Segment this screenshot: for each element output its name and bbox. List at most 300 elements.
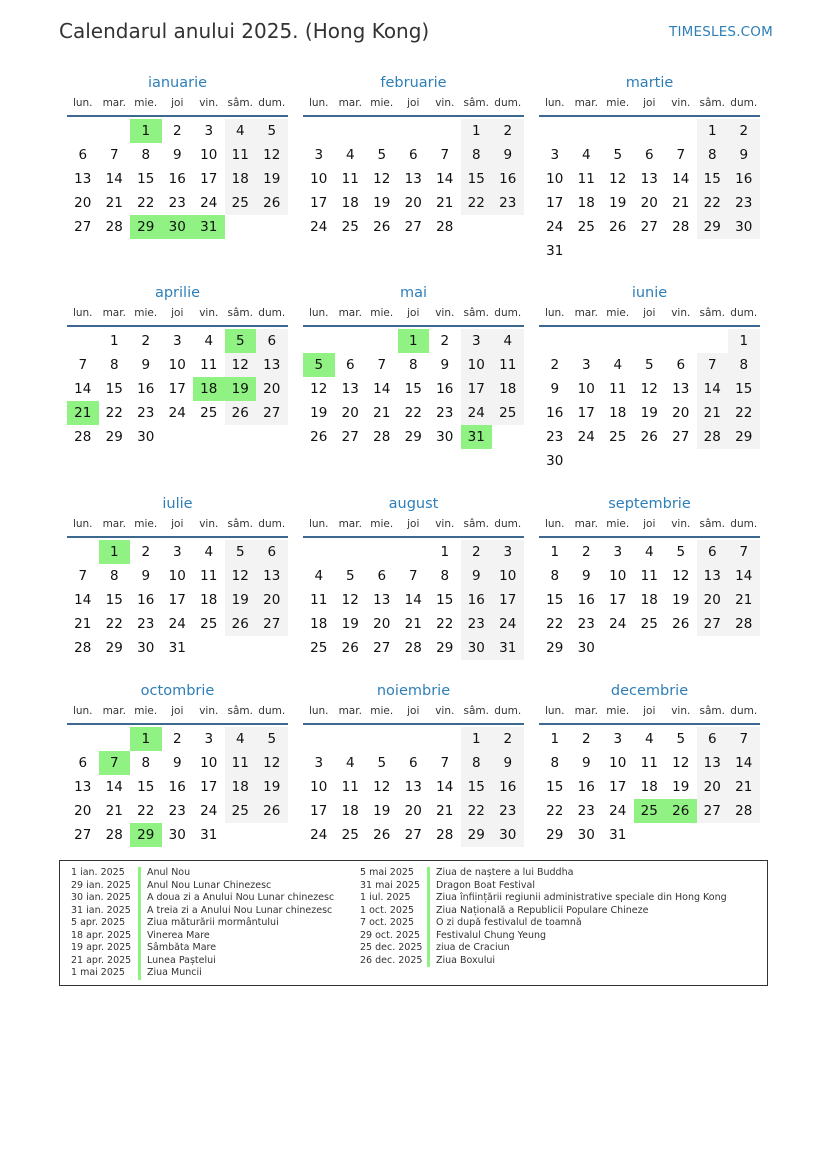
- day-cell: 22: [697, 191, 729, 215]
- month-name: ianuarie: [147, 75, 208, 91]
- legend-holiday-name: A treia zi a Anului Nou Lunar chinezesc: [147, 904, 333, 916]
- day-cell: 16: [546, 405, 564, 421]
- day-cell: 30: [728, 215, 760, 239]
- holiday-day-cell: 31: [461, 425, 493, 449]
- weekday-label: sâm.: [227, 518, 253, 530]
- weekday-label: mar.: [102, 705, 126, 717]
- day-cell: 10: [577, 381, 595, 397]
- day-cell: 22: [546, 803, 564, 819]
- day-cell: 24: [168, 405, 186, 421]
- day-cell: 7: [78, 568, 88, 584]
- day-cell: 10: [310, 779, 328, 795]
- weekday-label: vin.: [671, 705, 691, 717]
- month-noiembrie: [303, 680, 524, 847]
- month-name: februarie: [380, 75, 447, 91]
- holiday-marker: [427, 955, 430, 968]
- day-grid: [67, 119, 288, 239]
- day-cell: 14: [74, 592, 92, 608]
- day-cell: 6: [676, 357, 686, 373]
- weekday-label: sâm.: [463, 307, 489, 319]
- weekday-label: lun.: [544, 518, 565, 530]
- day-cell: 22: [404, 405, 422, 421]
- day-cell: 10: [609, 755, 627, 771]
- holiday-marker: [138, 967, 141, 980]
- day-cell: 11: [200, 357, 218, 373]
- legend-date: 1 oct. 2025: [360, 904, 415, 916]
- day-cell: 24: [577, 429, 595, 445]
- day-cell: 16: [436, 381, 454, 397]
- day-cell: 21: [74, 616, 92, 632]
- day-cell: 20: [404, 195, 422, 211]
- holiday-marker: [427, 892, 430, 905]
- weekday-label: mie.: [134, 307, 158, 319]
- day-cell: 24: [461, 401, 493, 425]
- legend-date: 5 apr. 2025: [71, 917, 126, 928]
- day-cell: 14: [74, 381, 92, 397]
- weekday-label: joi: [407, 518, 420, 530]
- day-cell: 11: [225, 751, 257, 775]
- legend-date: 26 dec. 2025: [360, 954, 423, 966]
- holiday-day-cell: 25: [634, 799, 666, 823]
- day-cell: 30: [577, 827, 595, 843]
- day-grid: [67, 329, 288, 449]
- day-cell: 26: [373, 219, 391, 235]
- weekday-label: mar.: [574, 518, 598, 530]
- weekday-label: dum.: [494, 705, 522, 717]
- weekday-label: dum.: [730, 518, 758, 530]
- day-cell: 5: [676, 544, 686, 560]
- day-cell: 26: [310, 429, 328, 445]
- day-cell: 11: [640, 755, 658, 771]
- legend-item: [349, 880, 727, 893]
- empty-cell: [67, 119, 99, 143]
- legend-holiday-name: O zi după festivalul de toamnă: [436, 917, 582, 928]
- day-cell: 4: [492, 329, 524, 353]
- day-cell: 11: [577, 171, 595, 187]
- weekday-label: vin.: [199, 518, 219, 530]
- weekday-label: sâm.: [227, 307, 253, 319]
- day-cell: 17: [168, 381, 186, 397]
- day-cell: 22: [461, 191, 493, 215]
- day-cell: 11: [310, 592, 328, 608]
- month-name: august: [388, 496, 439, 512]
- empty-cell: [335, 119, 367, 143]
- legend-item: [60, 880, 334, 893]
- day-cell: 29: [436, 640, 454, 656]
- weekday-label: mie.: [606, 705, 630, 717]
- day-cell: 17: [461, 377, 493, 401]
- day-cell: 27: [256, 401, 288, 425]
- day-cell: 3: [204, 123, 214, 139]
- day-cell: 7: [408, 568, 418, 584]
- weekday-label: mar.: [574, 705, 598, 717]
- holiday-marker: [427, 917, 430, 930]
- day-cell: 30: [577, 640, 595, 656]
- weekday-label: joi: [171, 97, 184, 109]
- weekday-label: lun.: [72, 518, 93, 530]
- day-cell: 23: [492, 799, 524, 823]
- weekday-label: mar.: [338, 97, 362, 109]
- day-cell: 12: [640, 381, 658, 397]
- day-cell: 18: [341, 803, 359, 819]
- day-cell: 29: [461, 823, 493, 847]
- empty-cell: [99, 727, 131, 751]
- day-cell: 22: [105, 616, 123, 632]
- legend-date: 1 iul. 2025: [360, 892, 411, 903]
- day-cell: 19: [310, 405, 328, 421]
- weekday-label: sâm.: [699, 518, 725, 530]
- day-cell: 3: [172, 544, 182, 560]
- legend-holiday-name: Ziua înființării regiunii administrative speciale din Hong Kong: [436, 892, 727, 903]
- day-cell: 13: [672, 381, 690, 397]
- weekday-label: dum.: [258, 307, 286, 319]
- day-cell: 29: [546, 640, 564, 656]
- legend-item: [60, 917, 334, 930]
- holiday-day-cell: 5: [225, 329, 257, 353]
- day-cell: 27: [640, 219, 658, 235]
- day-cell: 30: [137, 429, 155, 445]
- day-cell: 26: [609, 219, 627, 235]
- day-cell: 19: [609, 195, 627, 211]
- empty-cell: [398, 119, 430, 143]
- legend-holiday-name: Lunea Paștelui: [147, 954, 216, 966]
- day-cell: 2: [440, 333, 450, 349]
- weekday-label: mar.: [338, 705, 362, 717]
- day-cell: 10: [168, 357, 186, 373]
- day-cell: 13: [256, 353, 288, 377]
- day-cell: 16: [168, 171, 186, 187]
- day-cell: 14: [697, 377, 729, 401]
- empty-cell: [335, 540, 367, 564]
- day-cell: 16: [577, 779, 595, 795]
- weekday-label: mar.: [338, 518, 362, 530]
- day-cell: 19: [256, 775, 288, 799]
- day-cell: 18: [577, 195, 595, 211]
- day-cell: 13: [404, 171, 422, 187]
- holiday-marker: [427, 942, 430, 955]
- month-name: noiembrie: [376, 683, 451, 699]
- day-cell: 14: [404, 592, 422, 608]
- holiday-legend: [59, 860, 768, 986]
- day-cell: 1: [728, 329, 760, 353]
- day-cell: 25: [609, 429, 627, 445]
- day-cell: 12: [609, 171, 627, 187]
- weekday-label: lun.: [308, 705, 329, 717]
- day-cell: 1: [109, 333, 119, 349]
- day-cell: 23: [546, 429, 564, 445]
- weekday-label: sâm.: [463, 705, 489, 717]
- weekday-label: lun.: [72, 705, 93, 717]
- weekday-header: [539, 95, 760, 117]
- day-cell: 24: [546, 219, 564, 235]
- day-cell: 4: [644, 731, 654, 747]
- day-cell: 23: [168, 803, 186, 819]
- day-cell: 15: [105, 381, 123, 397]
- day-cell: 16: [137, 592, 155, 608]
- holiday-marker: [138, 892, 141, 905]
- weekday-label: dum.: [258, 97, 286, 109]
- weekday-label: lun.: [308, 97, 329, 109]
- weekday-label: mar.: [102, 97, 126, 109]
- day-cell: 23: [436, 405, 454, 421]
- weekday-label: sâm.: [463, 518, 489, 530]
- day-cell: 4: [581, 147, 591, 163]
- day-cell: 1: [461, 119, 493, 143]
- day-cell: 27: [341, 429, 359, 445]
- day-cell: 28: [74, 429, 92, 445]
- day-cell: 28: [672, 219, 690, 235]
- day-cell: 24: [310, 827, 328, 843]
- day-cell: 20: [697, 588, 729, 612]
- day-cell: 10: [310, 171, 328, 187]
- month-name: octombrie: [140, 683, 215, 699]
- day-cell: 11: [341, 171, 359, 187]
- legend-item: [349, 892, 727, 905]
- day-cell: 6: [697, 727, 729, 751]
- day-cell: 23: [577, 803, 595, 819]
- day-cell: 21: [404, 616, 422, 632]
- legend-item: [349, 905, 727, 918]
- day-cell: 26: [256, 799, 288, 823]
- day-cell: 8: [461, 751, 493, 775]
- day-cell: 30: [436, 429, 454, 445]
- empty-cell: [429, 119, 461, 143]
- holiday-day-cell: 19: [225, 377, 257, 401]
- day-cell: 29: [697, 215, 729, 239]
- holiday-marker: [427, 880, 430, 893]
- day-cell: 15: [137, 171, 155, 187]
- day-grid: [303, 119, 524, 239]
- day-cell: 29: [404, 429, 422, 445]
- day-cell: 2: [172, 731, 182, 747]
- day-cell: 26: [640, 429, 658, 445]
- legend-holiday-name: Ziua Boxului: [436, 954, 495, 966]
- day-cell: 18: [225, 775, 257, 799]
- month-februarie: [303, 72, 524, 239]
- weekday-label: mie.: [606, 307, 630, 319]
- day-cell: 5: [676, 731, 686, 747]
- day-cell: 11: [225, 143, 257, 167]
- legend-column-right: [349, 867, 727, 967]
- day-cell: 28: [404, 640, 422, 656]
- day-cell: 11: [200, 568, 218, 584]
- day-cell: 5: [225, 540, 257, 564]
- day-cell: 26: [341, 640, 359, 656]
- month-octombrie: [67, 680, 288, 847]
- day-cell: 12: [341, 592, 359, 608]
- day-cell: 6: [345, 357, 355, 373]
- day-cell: 29: [105, 640, 123, 656]
- day-cell: 28: [436, 827, 454, 843]
- weekday-label: mar.: [102, 518, 126, 530]
- month-name: decembrie: [610, 683, 689, 699]
- day-cell: 14: [436, 171, 454, 187]
- day-cell: 4: [225, 119, 257, 143]
- day-cell: 8: [109, 568, 119, 584]
- day-cell: 4: [314, 568, 324, 584]
- day-cell: 21: [436, 195, 454, 211]
- day-cell: 29: [728, 425, 760, 449]
- holiday-day-cell: 1: [130, 727, 162, 751]
- day-cell: 28: [728, 612, 760, 636]
- holiday-day-cell: 1: [398, 329, 430, 353]
- empty-cell: [429, 727, 461, 751]
- day-cell: 3: [314, 147, 324, 163]
- day-cell: 23: [728, 191, 760, 215]
- day-cell: 26: [256, 191, 288, 215]
- legend-date: 21 apr. 2025: [71, 954, 132, 966]
- day-cell: 19: [256, 167, 288, 191]
- legend-holiday-name: Anul Nou Lunar Chinezesc: [147, 879, 272, 891]
- empty-cell: [67, 727, 99, 751]
- holiday-day-cell: 1: [130, 119, 162, 143]
- day-cell: 18: [200, 592, 218, 608]
- day-cell: 8: [550, 755, 560, 771]
- day-cell: 17: [200, 779, 218, 795]
- legend-holiday-name: Sâmbăta Mare: [147, 942, 217, 953]
- empty-cell: [67, 540, 99, 564]
- day-cell: 13: [697, 751, 729, 775]
- day-cell: 25: [200, 405, 218, 421]
- empty-cell: [366, 329, 398, 353]
- day-cell: 17: [577, 405, 595, 421]
- day-cell: 9: [141, 357, 151, 373]
- day-cell: 22: [461, 799, 493, 823]
- empty-cell: [303, 329, 335, 353]
- day-cell: 9: [172, 147, 182, 163]
- day-cell: 22: [137, 803, 155, 819]
- weekday-label: mie.: [606, 97, 630, 109]
- day-cell: 8: [461, 143, 493, 167]
- day-cell: 15: [461, 167, 493, 191]
- day-cell: 25: [225, 191, 257, 215]
- empty-cell: [366, 540, 398, 564]
- day-cell: 10: [200, 147, 218, 163]
- day-cell: 2: [172, 123, 182, 139]
- day-grid: [303, 540, 524, 660]
- legend-date: 19 apr. 2025: [71, 942, 132, 953]
- day-cell: 24: [200, 195, 218, 211]
- weekday-label: sâm.: [227, 97, 253, 109]
- holiday-day-cell: 26: [665, 799, 697, 823]
- day-cell: 13: [697, 564, 729, 588]
- empty-cell: [67, 329, 99, 353]
- holiday-day-cell: 7: [99, 751, 131, 775]
- day-grid: [67, 540, 288, 660]
- month-septembrie: [539, 493, 760, 660]
- weekday-label: mie.: [134, 97, 158, 109]
- legend-item: [60, 942, 334, 955]
- empty-cell: [303, 119, 335, 143]
- day-cell: 22: [137, 195, 155, 211]
- day-cell: 13: [640, 171, 658, 187]
- legend-holiday-name: Ziua Muncii: [147, 967, 202, 978]
- weekday-label: lun.: [72, 307, 93, 319]
- day-cell: 13: [404, 779, 422, 795]
- day-cell: 16: [168, 779, 186, 795]
- day-cell: 15: [546, 592, 564, 608]
- legend-item: [60, 892, 334, 905]
- legend-date: 1 ian. 2025: [71, 867, 125, 878]
- legend-item: [349, 917, 727, 930]
- day-cell: 28: [373, 429, 391, 445]
- day-cell: 2: [581, 731, 591, 747]
- day-cell: 4: [204, 544, 214, 560]
- legend-holiday-name: Ziua de naștere a lui Buddha: [436, 867, 574, 878]
- weekday-label: joi: [643, 307, 656, 319]
- day-cell: 23: [168, 195, 186, 211]
- empty-cell: [634, 119, 666, 143]
- day-cell: 19: [373, 803, 391, 819]
- holiday-marker: [138, 917, 141, 930]
- weekday-label: mie.: [134, 518, 158, 530]
- holiday-day-cell: 31: [193, 215, 225, 239]
- day-cell: 6: [377, 568, 387, 584]
- day-cell: 18: [640, 592, 658, 608]
- day-cell: 18: [609, 405, 627, 421]
- month-name: aprilie: [154, 285, 201, 301]
- holiday-marker: [138, 867, 141, 880]
- day-cell: 23: [137, 616, 155, 632]
- day-cell: 14: [105, 171, 123, 187]
- day-cell: 25: [341, 827, 359, 843]
- day-cell: 3: [461, 329, 493, 353]
- legend-item: [60, 905, 334, 918]
- weekday-label: mar.: [338, 307, 362, 319]
- day-cell: 14: [728, 564, 760, 588]
- legend-item: [60, 867, 334, 880]
- empty-cell: [697, 329, 729, 353]
- month-name: mai: [399, 285, 428, 301]
- day-cell: 20: [672, 405, 690, 421]
- day-cell: 20: [74, 195, 92, 211]
- legend-item: [60, 967, 334, 980]
- day-cell: 6: [644, 147, 654, 163]
- legend-date: 1 mai 2025: [71, 967, 125, 978]
- day-cell: 28: [105, 219, 123, 235]
- day-cell: 30: [168, 827, 186, 843]
- legend-holiday-name: Dragon Boat Festival: [436, 879, 536, 891]
- day-cell: 30: [461, 636, 493, 660]
- brand-link[interactable]: TIMESLES.COM: [669, 24, 773, 40]
- month-mai: [303, 282, 524, 449]
- day-cell: 4: [345, 755, 355, 771]
- day-cell: 3: [550, 147, 560, 163]
- empty-cell: [571, 329, 603, 353]
- day-cell: 21: [105, 803, 123, 819]
- day-cell: 28: [105, 827, 123, 843]
- holiday-marker: [138, 880, 141, 893]
- holiday-marker: [427, 867, 430, 880]
- day-cell: 19: [672, 779, 690, 795]
- day-cell: 6: [78, 147, 88, 163]
- day-cell: 10: [168, 568, 186, 584]
- day-cell: 27: [672, 429, 690, 445]
- day-cell: 18: [492, 377, 524, 401]
- legend-holiday-name: Festivalul Chung Yeung: [436, 929, 547, 941]
- weekday-header: [539, 703, 760, 725]
- day-cell: 15: [697, 167, 729, 191]
- day-cell: 28: [697, 425, 729, 449]
- day-cell: 5: [613, 147, 623, 163]
- day-cell: 12: [310, 381, 328, 397]
- day-cell: 24: [200, 803, 218, 819]
- day-cell: 6: [78, 755, 88, 771]
- day-cell: 14: [728, 751, 760, 775]
- day-cell: 27: [373, 640, 391, 656]
- empty-cell: [303, 540, 335, 564]
- day-cell: 12: [256, 143, 288, 167]
